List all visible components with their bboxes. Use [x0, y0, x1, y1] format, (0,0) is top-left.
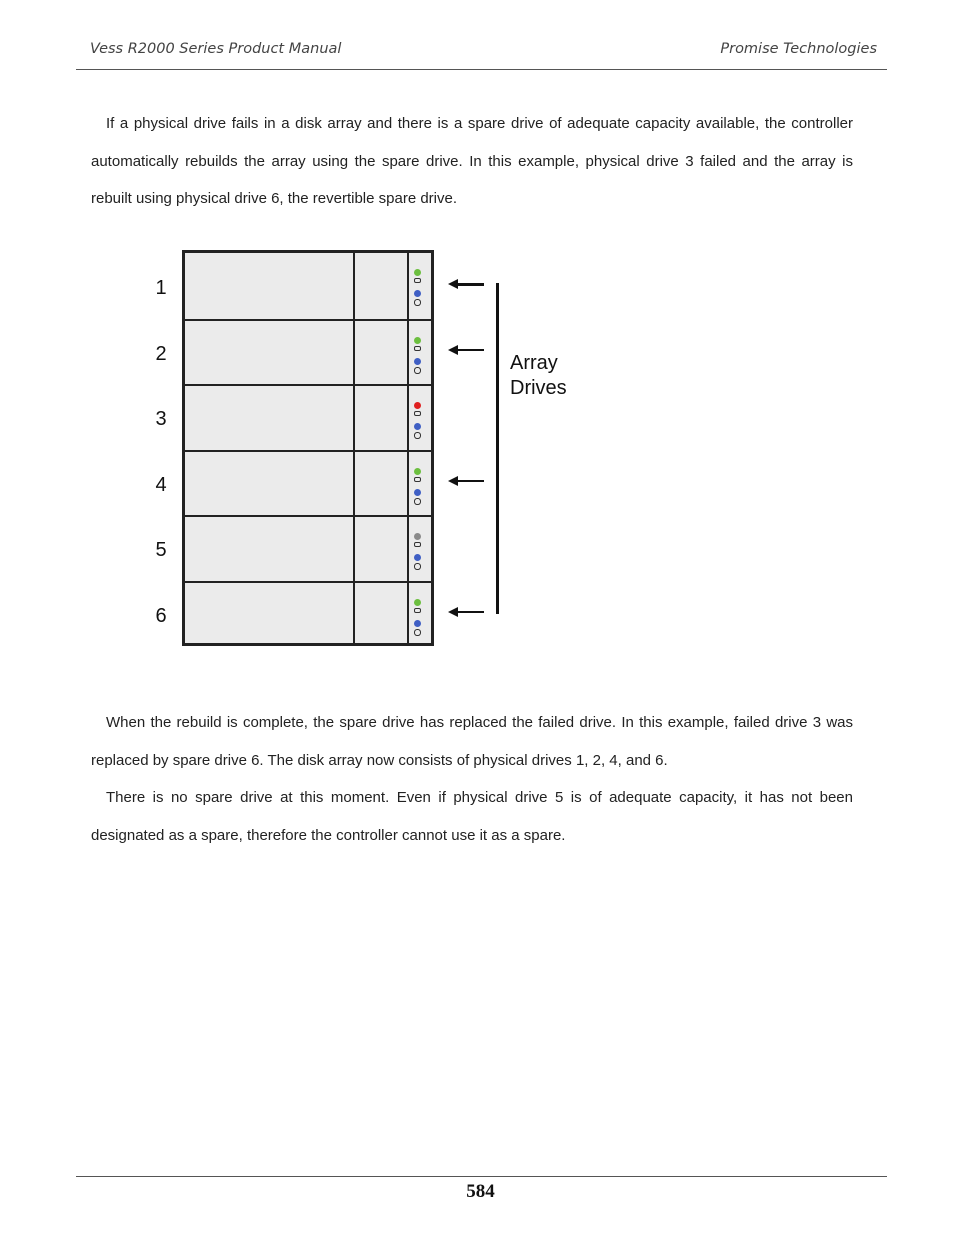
- arrow-shaft: [454, 283, 484, 286]
- slot-number-5: 5: [155, 539, 167, 561]
- disk-activity-icon: [414, 367, 421, 374]
- status-led: [414, 599, 421, 606]
- drive-status-icon: [414, 542, 421, 547]
- activity-led: [414, 554, 421, 561]
- drive-enclosure: [182, 250, 434, 646]
- arrow-head: [448, 476, 458, 486]
- drive-status-icon: [414, 477, 421, 482]
- array-drives-label: [510, 351, 567, 401]
- header-manual-title: Vess R2000 Series Product Manual: [90, 41, 342, 57]
- slot-number-1: 1: [155, 277, 167, 299]
- activity-led: [414, 620, 421, 627]
- arrow-head: [448, 607, 458, 617]
- disk-activity-icon: [414, 563, 421, 570]
- array-member-arrow-4: [448, 476, 484, 486]
- array-member-arrow-6: [448, 607, 484, 617]
- bay-led-panel-divider: [407, 321, 409, 385]
- arrow-head: [448, 279, 458, 289]
- arrow-shaft: [454, 611, 484, 614]
- bay-led-panel-divider: [407, 452, 409, 516]
- array-member-arrow-2: [448, 345, 484, 355]
- drive-status-icon: [414, 278, 421, 283]
- header-company-name: Promise Technologies: [720, 41, 877, 57]
- bay-handle-divider: [353, 583, 355, 647]
- arrow-shaft: [454, 480, 484, 483]
- bay-led-panel-divider: [407, 583, 409, 647]
- slot-number-6: 6: [155, 604, 167, 627]
- bay-led-panel-divider: [407, 253, 409, 319]
- array-label-line2: Drives: [510, 377, 567, 399]
- activity-led: [414, 423, 421, 430]
- activity-led: [414, 290, 421, 297]
- bay-handle-divider: [353, 452, 355, 516]
- paragraph-no-spare: There is no spare drive at this moment. Even if physical drive 5 is of adequate capacity, it has not been designated as a spare, therefore the controller cannot use it as a spare.: [91, 789, 853, 844]
- disk-activity-icon: [414, 498, 421, 505]
- array-bracket-line: [496, 283, 499, 614]
- status-led: [414, 533, 421, 540]
- paragraph-intro: If a physical drive fails in a disk array and there is a spare drive of adequate capacity available, the controller automatically rebuilds the array using the spare drive. In this example, physical drive 3 failed and the array is rebuilt using physical drive 6, the revertible spare drive.: [91, 115, 853, 207]
- drive-bay-3: [185, 384, 431, 450]
- arrow-shaft: [454, 349, 484, 352]
- slot-number-3: 3: [155, 408, 167, 430]
- activity-led: [414, 489, 421, 496]
- status-led: [414, 337, 421, 344]
- paragraph-rebuild-complete: When the rebuild is complete, the spare drive has replaced the failed drive. In this example, failed drive 3 was replaced by spare drive 6. The disk array now consists of physical drives 1, 2, 4, and 6.: [91, 714, 853, 769]
- drive-bay-1: [185, 253, 431, 319]
- drive-status-icon: [414, 346, 421, 351]
- status-led: [414, 269, 421, 276]
- status-led: [414, 468, 421, 475]
- activity-led: [414, 358, 421, 365]
- bay-handle-divider: [353, 386, 355, 450]
- disk-activity-icon: [414, 432, 421, 439]
- header-rule: [76, 69, 887, 70]
- bay-led-panel-divider: [407, 386, 409, 450]
- page-number: 584: [466, 1181, 495, 1202]
- slot-number-4: 4: [155, 473, 167, 496]
- array-label-line1: Array: [510, 352, 558, 374]
- drive-status-icon: [414, 411, 421, 416]
- arrow-head: [448, 345, 458, 355]
- drive-bay-2: [185, 319, 431, 385]
- drive-status-icon: [414, 608, 421, 613]
- disk-activity-icon: [414, 629, 421, 636]
- bay-led-panel-divider: [407, 517, 409, 581]
- bay-handle-divider: [353, 321, 355, 385]
- slot-number-2: 2: [155, 342, 167, 365]
- drive-bay-4: [185, 450, 431, 516]
- disk-activity-icon: [414, 299, 421, 306]
- status-led: [414, 402, 421, 409]
- array-member-arrow-1: [448, 279, 484, 289]
- bay-handle-divider: [353, 253, 355, 319]
- drive-bay-5: [185, 515, 431, 581]
- drive-bay-6: [185, 581, 431, 647]
- bay-handle-divider: [353, 517, 355, 581]
- footer-rule: [76, 1176, 887, 1177]
